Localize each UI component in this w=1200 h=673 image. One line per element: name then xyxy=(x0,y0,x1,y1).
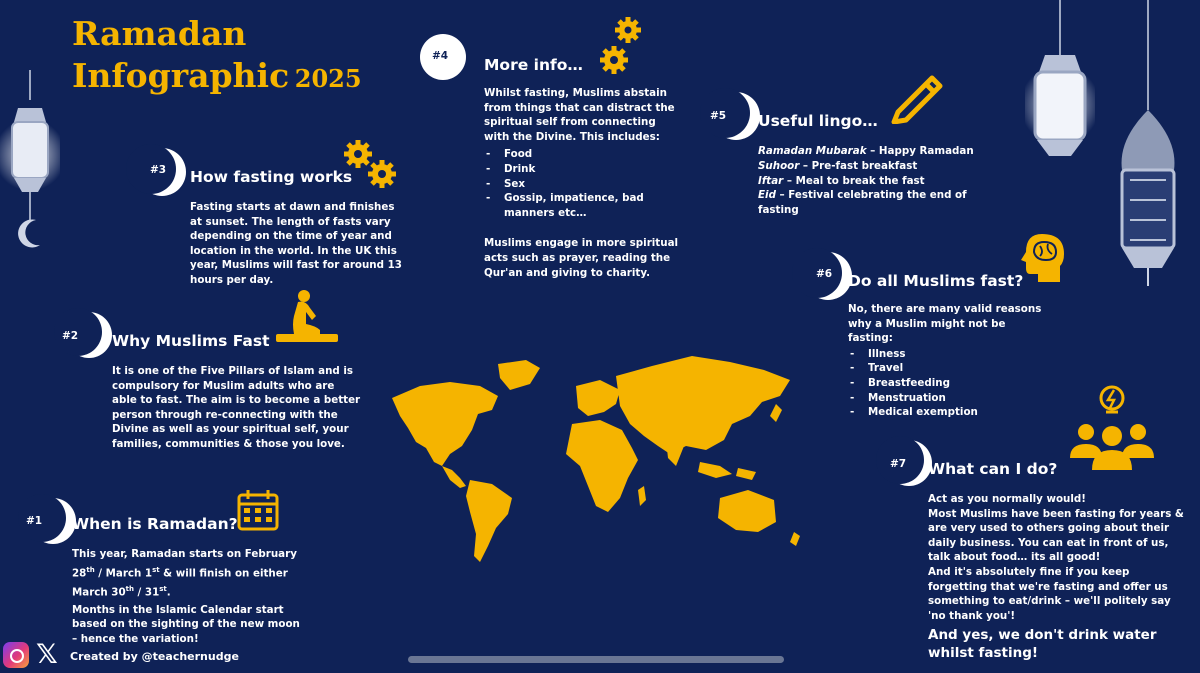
section-7-closing: And yes, we don't drink water whilst fasting! xyxy=(928,627,1157,662)
lingo-term: Iftar xyxy=(758,174,784,187)
section-7-para-1: Act as you normally would! xyxy=(928,493,1086,505)
section-number-2: #2 xyxy=(62,330,79,342)
praying-person-icon xyxy=(276,288,338,344)
section-heading-what-can-i-do: What can I do? xyxy=(928,460,1058,478)
list-item: - Illness xyxy=(848,347,1048,362)
date-sup-4: st xyxy=(159,585,167,594)
x-icon[interactable]: 𝕏 xyxy=(36,639,58,670)
section-heading-do-all-muslims-fast: Do all Muslims fast? xyxy=(848,272,1024,290)
lingo-item xyxy=(758,188,1008,218)
lingo-list xyxy=(758,144,1008,218)
list-item: - Gossip, impatience, bad manners etc… xyxy=(484,191,684,220)
section-heading-more-info: More info… xyxy=(484,56,583,74)
date-text-d: / 31 xyxy=(133,586,160,599)
date-text-a: This year, Ramadan starts on February 28 xyxy=(72,548,297,580)
list-item: - Breastfeeding xyxy=(848,376,1048,391)
lantern-left-icon xyxy=(0,70,60,260)
section-number-4: #4 xyxy=(432,50,449,62)
section-heading-why-muslims-fast: Why Muslims Fast xyxy=(112,332,270,350)
date-sup-2: st xyxy=(152,566,160,574)
lantern-right-small-icon xyxy=(1025,0,1095,165)
calendar-icon xyxy=(236,488,280,532)
group-idea-icon xyxy=(1066,384,1158,472)
horizontal-scrollbar[interactable] xyxy=(408,656,784,663)
section-1-dates xyxy=(72,546,304,601)
section-7-para-2: Most Muslims have been fasting for years & are very used to others going about their daily business. You can eat in front of us, talk about food… its all good! xyxy=(928,507,1184,564)
lingo-definition: – Pre-fast breakfast xyxy=(799,159,918,172)
section-heading-useful-lingo: Useful lingo… xyxy=(758,112,878,130)
title-line-1: Ramadan xyxy=(72,14,247,53)
section-1-moon-note: Months in the Islamic Calendar start based on the sighting of the new moon – hence the variation! xyxy=(72,603,300,646)
page-title xyxy=(72,14,362,104)
exemption-list xyxy=(848,347,1048,420)
lingo-item xyxy=(758,144,1008,159)
section-2-body: It is one of the Five Pillars of Islam and is compulsory for Muslim adults who are able to fast. The aim is to become a better person through re-connecting with the Divine as well as your spiritual self, your families, communities & those you love. xyxy=(112,365,361,450)
list-item: - Travel xyxy=(848,361,1048,376)
section-heading-how-fasting-works: How fasting works xyxy=(190,168,353,186)
lingo-item xyxy=(758,174,1008,189)
title-year: 2025 xyxy=(294,64,362,93)
section-4-outro: Muslims engage in more spiritual acts such as prayer, reading the Qur'an and giving to charity. xyxy=(484,237,679,279)
lingo-term: Suhoor xyxy=(758,159,800,172)
section-number-6: #6 xyxy=(816,268,833,280)
list-item: - Food xyxy=(484,147,684,162)
section-7-body xyxy=(928,492,1186,662)
section-number-1: #1 xyxy=(26,515,43,527)
section-6-body xyxy=(848,302,1048,420)
gears-icon xyxy=(340,138,400,190)
date-sup-1: th xyxy=(86,566,95,574)
lingo-term: Ramadan Mubarak xyxy=(758,145,867,157)
title-line-2 xyxy=(72,54,362,104)
lantern-right-large-icon xyxy=(1108,0,1188,290)
list-item: - Medical exemption xyxy=(848,405,1048,420)
section-number-7: #7 xyxy=(890,458,907,470)
pencil-icon xyxy=(886,70,946,124)
instagram-icon-lens xyxy=(10,649,24,663)
credit-text: Created by @teachernudge xyxy=(70,650,239,663)
list-item: - Sex xyxy=(484,177,684,192)
date-text-b: / March 1 xyxy=(94,567,153,580)
lingo-definition: – Festival celebrating the end of fasting xyxy=(758,189,967,217)
section-4-body xyxy=(484,86,684,280)
abstain-list xyxy=(484,147,684,220)
section-heading-when-is-ramadan: When is Ramadan? xyxy=(72,515,238,533)
lingo-definition: – Happy Ramadan xyxy=(866,145,974,157)
title-word-infographic: Infographic xyxy=(72,56,290,95)
section-number-5: #5 xyxy=(710,110,727,122)
date-text-e: . xyxy=(166,586,171,599)
date-text-c: & will finish on either March 30 xyxy=(72,567,288,599)
gears-icon xyxy=(598,16,648,76)
world-map xyxy=(380,350,812,570)
lingo-definition: – Meal to break the fast xyxy=(783,174,925,187)
section-3-body: Fasting starts at dawn and finishes at sunset. The length of fasts vary depending on the time of year and location in the world. In the UK this year, Muslims will fast for around 13 hours per day. xyxy=(190,201,402,286)
date-sup-3: th xyxy=(125,585,134,594)
section-1-body xyxy=(72,546,304,647)
list-item: - Drink xyxy=(484,162,684,177)
lingo-item xyxy=(758,159,1008,174)
section-4-intro: Whilst fasting, Muslims abstain from things that can distract the spiritual self from connecting with the Divine. This includes: xyxy=(484,87,675,143)
section-number-3: #3 xyxy=(150,164,167,176)
section-7-para-3: And it's absolutely fine if you keep forgetting that we're fasting and offer us something to eat/drink – we'll politely say 'no thank you'! xyxy=(928,565,1171,622)
lingo-term: Eid xyxy=(758,189,776,202)
list-item: - Menstruation xyxy=(848,391,1048,406)
brain-head-icon xyxy=(1018,230,1070,286)
section-6-intro: No, there are many valid reasons why a Muslim might not be fasting: xyxy=(848,303,1042,345)
